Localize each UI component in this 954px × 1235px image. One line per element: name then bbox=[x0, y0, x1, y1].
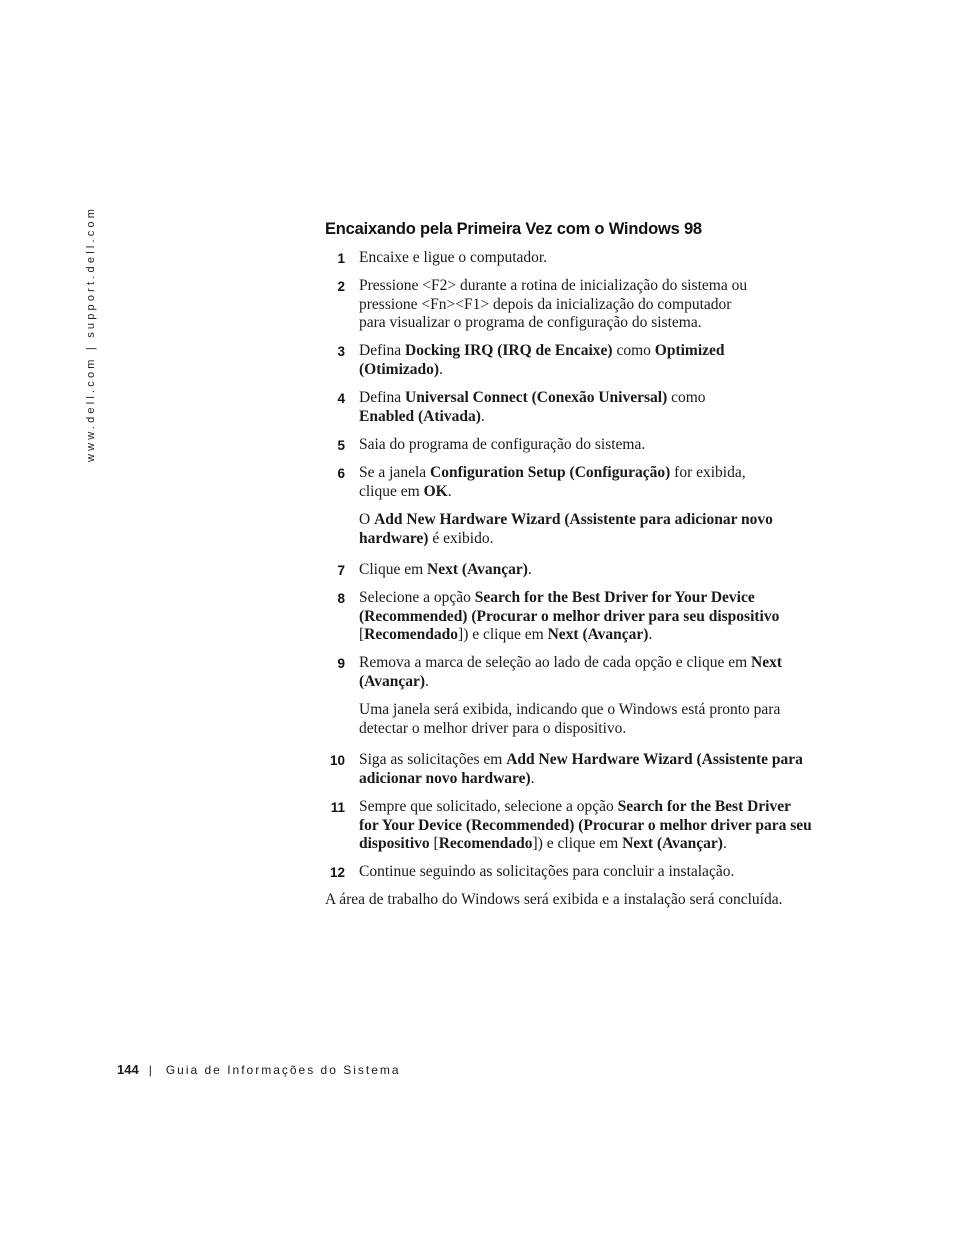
step-text bbox=[359, 863, 814, 882]
step-text bbox=[359, 464, 814, 501]
text-run: e clique em bbox=[542, 835, 623, 853]
text-run: . bbox=[447, 482, 452, 500]
bold-text: (Avançar) bbox=[656, 835, 723, 853]
text-run: . bbox=[527, 561, 532, 578]
step-text bbox=[359, 249, 814, 268]
bold-text: (Recommended) bbox=[465, 816, 575, 834]
text-run: . bbox=[530, 769, 535, 787]
step-number: 8 bbox=[337, 591, 345, 606]
step-text bbox=[359, 436, 814, 455]
footer-title: Guia de Informações do Sistema bbox=[165, 1063, 401, 1077]
text-run: Siga as solicitações em bbox=[359, 751, 507, 768]
step-text bbox=[359, 751, 814, 788]
bold-text: (Recommended) bbox=[359, 607, 468, 625]
bold-text: (Conexão Universal) bbox=[531, 389, 668, 406]
bold-text: Enabled bbox=[359, 407, 415, 425]
bold-text: hardware) bbox=[359, 529, 429, 547]
step-text bbox=[359, 389, 814, 426]
text-run: ]) bbox=[458, 626, 469, 644]
bold-text: OK bbox=[423, 482, 448, 500]
step-text bbox=[359, 654, 814, 691]
text-run: ]) bbox=[532, 835, 543, 853]
bold-text: (Ativada) bbox=[418, 407, 481, 425]
step-number: 5 bbox=[337, 438, 345, 453]
text-run: e clique em bbox=[468, 626, 548, 644]
text-run: for exibida, bbox=[670, 464, 746, 481]
bold-text: (Configuração) bbox=[569, 464, 671, 481]
bold-text: Next bbox=[427, 561, 459, 578]
text-run: como bbox=[667, 389, 706, 406]
text-run: Remova a marca de seleção ao lado de cada opção e clique em bbox=[359, 654, 752, 671]
text-run: Selecione a opção bbox=[359, 589, 475, 606]
bold-text: (Procurar o melhor driver para seu bbox=[578, 816, 812, 834]
bold-text: Recomendado bbox=[364, 626, 459, 644]
text-run: Uma janela será exibida, indicando que o Windows está pronto para bbox=[359, 701, 781, 718]
step-text bbox=[359, 277, 814, 333]
text-run: Se a janela bbox=[359, 464, 431, 481]
text-run: . bbox=[722, 835, 727, 853]
step-note bbox=[359, 701, 814, 738]
text-run: como bbox=[612, 342, 655, 359]
text-run: Sempre que solicitado, selecione a opção bbox=[359, 798, 618, 815]
text-run: O bbox=[359, 511, 375, 528]
text-run: pressione <Fn><F1> depois da inicialização do computador bbox=[359, 295, 732, 313]
text-run: Continue seguindo as solicitações para concluir a instalação. bbox=[359, 863, 735, 880]
text-run: . bbox=[648, 626, 653, 644]
text-run: [ bbox=[359, 626, 365, 644]
step-text bbox=[359, 798, 814, 854]
text-run: Saia do programa de configuração do sistema. bbox=[359, 436, 646, 453]
bold-text: Search for the Best Driver bbox=[617, 798, 791, 815]
text-run: Clique em bbox=[359, 561, 428, 578]
bold-text: Add New Hardware Wizard bbox=[506, 751, 693, 768]
step-number: 4 bbox=[337, 391, 345, 406]
step-number: 12 bbox=[329, 865, 345, 880]
closing-paragraph: A área de trabalho do Windows será exibida e a instalação será concluída. bbox=[325, 891, 783, 908]
step-text bbox=[359, 342, 814, 379]
step-text bbox=[359, 589, 814, 645]
bold-text: (Otimizado) bbox=[359, 360, 440, 378]
text-run: Pressione <F2> durante a rotina de inicialização do sistema ou bbox=[359, 277, 748, 294]
bold-text: Add New Hardware Wizard bbox=[374, 511, 561, 528]
bold-text: (IRQ de Encaixe) bbox=[497, 342, 613, 359]
page-footer bbox=[117, 1062, 401, 1078]
text-run: é exibido. bbox=[428, 529, 494, 547]
bold-text: (Assistente para bbox=[696, 751, 803, 768]
step-text bbox=[359, 561, 814, 580]
step-number: 6 bbox=[337, 466, 345, 481]
bold-text: Optimized bbox=[654, 342, 725, 359]
text-run: . bbox=[439, 360, 443, 378]
text-run: para visualizar o programa de configuração do sistema. bbox=[359, 314, 702, 332]
text-run: clique em bbox=[359, 482, 424, 500]
bold-text: Next bbox=[751, 654, 783, 671]
text-run: Defina bbox=[359, 389, 406, 406]
text-run: Encaixe e ligue o computador. bbox=[359, 249, 548, 266]
text-run: . bbox=[425, 672, 429, 690]
bold-text: Search for the Best Driver for Your Device bbox=[474, 589, 755, 606]
bold-text: Next bbox=[547, 626, 579, 644]
bold-text: Docking IRQ bbox=[405, 342, 494, 359]
sidebar-url: www.dell.com | support.dell.com bbox=[85, 205, 97, 462]
step-number: 10 bbox=[329, 753, 345, 768]
step-number: 2 bbox=[337, 279, 345, 294]
step-number: 9 bbox=[337, 656, 345, 671]
bold-text: dispositivo bbox=[359, 835, 430, 853]
bold-text: Recomendado bbox=[438, 835, 533, 853]
text-run: . bbox=[480, 407, 485, 425]
footer-separator: | bbox=[148, 1063, 152, 1077]
bold-text: (Avançar) bbox=[359, 672, 425, 690]
step-number: 11 bbox=[330, 800, 345, 815]
step-note bbox=[359, 511, 814, 548]
bold-text: for Your Device bbox=[359, 816, 463, 834]
text-run: detectar o melhor driver para o dispositivo. bbox=[359, 719, 627, 737]
bold-text: (Procurar o melhor driver para seu dispositivo bbox=[471, 607, 780, 625]
section-heading: Encaixando pela Primeira Vez com o Windows 98 bbox=[325, 220, 702, 238]
bold-text: Configuration Setup bbox=[430, 464, 566, 481]
bold-text: adicionar novo hardware) bbox=[359, 769, 531, 787]
bold-text: (Avançar) bbox=[461, 561, 528, 578]
text-run: [ bbox=[429, 835, 439, 853]
step-number: 7 bbox=[337, 563, 345, 578]
bold-text: Universal Connect bbox=[405, 389, 528, 406]
page-number: 144 bbox=[117, 1062, 139, 1077]
bold-text: Next bbox=[622, 835, 654, 853]
bold-text: (Avançar) bbox=[582, 626, 649, 644]
bold-text: (Assistente para adicionar novo bbox=[564, 511, 773, 528]
step-number: 1 bbox=[337, 251, 345, 266]
text-run: Defina bbox=[359, 342, 406, 359]
step-number: 3 bbox=[337, 344, 345, 359]
